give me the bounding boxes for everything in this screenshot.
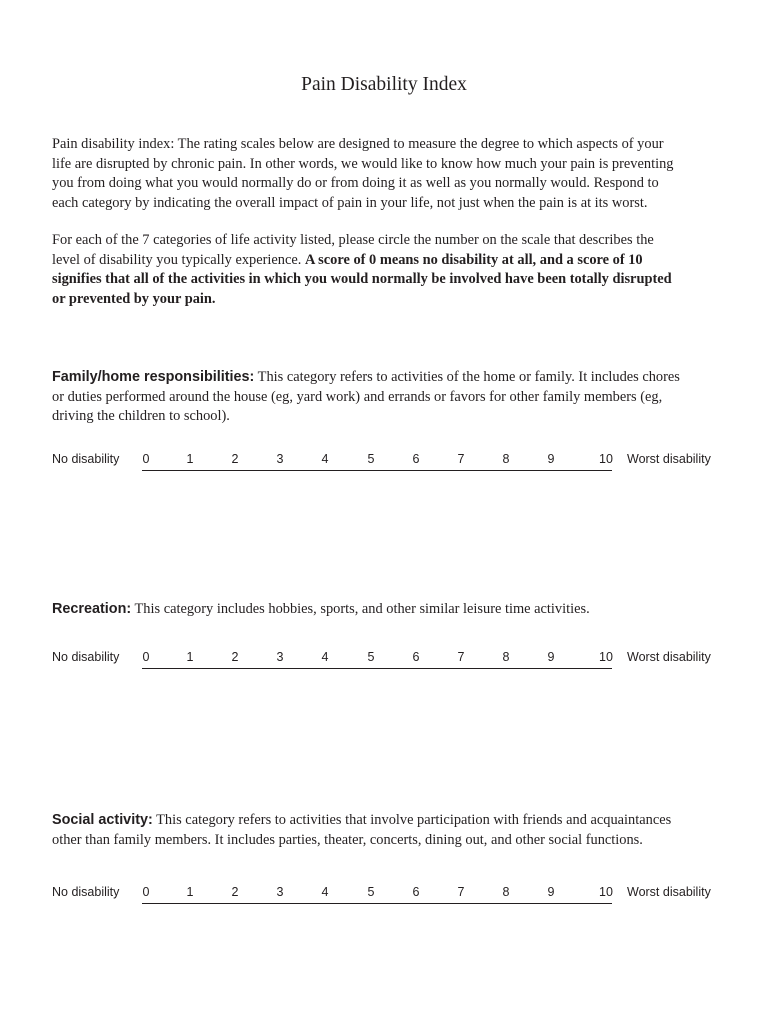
scale-option-6[interactable]: 6 bbox=[412, 885, 420, 899]
instructions-line bbox=[52, 251, 732, 271]
scale-option-10[interactable]: 10 bbox=[599, 885, 613, 899]
intro-line: you from doing what you would normally do or from doing it as well as you normally would. Respond to bbox=[52, 175, 659, 191]
intro-line: life are disrupted by chronic pain. In other words, we would like to know how much your pain is preventing bbox=[52, 155, 674, 172]
scale-option-0[interactable]: 0 bbox=[142, 885, 150, 899]
category-recreation bbox=[52, 600, 732, 620]
category-family-home bbox=[52, 368, 732, 427]
scale-option-2[interactable]: 2 bbox=[231, 452, 239, 466]
scale-option-9[interactable]: 9 bbox=[547, 452, 555, 466]
scale-option-4[interactable]: 4 bbox=[321, 452, 329, 466]
scale-option-9[interactable]: 9 bbox=[547, 885, 555, 899]
instructions-text: level of disability you typically experience. bbox=[52, 251, 305, 268]
scale-max-label: Worst disability bbox=[627, 452, 711, 466]
scale-option-1[interactable]: 1 bbox=[186, 885, 194, 899]
rating-scale-family-home bbox=[0, 451, 768, 477]
scale-option-7[interactable]: 7 bbox=[457, 885, 465, 899]
scoring-emphasis: signifies that all of the activities in which you would normally be involved have been totally disrupted bbox=[52, 271, 672, 287]
scale-option-5[interactable]: 5 bbox=[367, 650, 375, 664]
scale-max-label: Worst disability bbox=[627, 650, 711, 664]
scale-option-9[interactable]: 9 bbox=[547, 650, 555, 664]
scale-option-1[interactable]: 1 bbox=[186, 452, 194, 466]
scoring-emphasis: or prevented by your pain. bbox=[52, 290, 216, 307]
scale-option-4[interactable]: 4 bbox=[321, 885, 329, 899]
instructions-paragraph bbox=[52, 231, 732, 309]
scale-option-10[interactable]: 10 bbox=[599, 650, 613, 664]
scale-option-3[interactable]: 3 bbox=[276, 650, 284, 664]
scale-min-label: No disability bbox=[52, 885, 120, 899]
scale-option-7[interactable]: 7 bbox=[457, 650, 465, 664]
instructions-line: For each of the 7 categories of life activity listed, please circle the number on the scale that describes the bbox=[52, 232, 654, 248]
intro-line: Pain disability index: The rating scales below are designed to measure the degree to which aspects of your bbox=[52, 136, 664, 152]
intro-paragraph bbox=[52, 135, 732, 213]
scale-max-label: Worst disability bbox=[627, 885, 711, 899]
scale-option-3[interactable]: 3 bbox=[276, 885, 284, 899]
scale-min-label: No disability bbox=[52, 650, 120, 664]
scale-option-10[interactable]: 10 bbox=[599, 452, 613, 466]
category-social-activity bbox=[52, 811, 732, 850]
scale-option-3[interactable]: 3 bbox=[276, 452, 284, 466]
category-description: other than family members. It includes parties, theater, concerts, dining out, and other social functions. bbox=[52, 831, 643, 848]
scale-option-5[interactable]: 5 bbox=[367, 452, 375, 466]
scale-option-2[interactable]: 2 bbox=[231, 650, 239, 664]
scale-option-8[interactable]: 8 bbox=[502, 885, 510, 899]
scale-option-5[interactable]: 5 bbox=[367, 885, 375, 899]
scale-option-7[interactable]: 7 bbox=[457, 452, 465, 466]
scale-option-0[interactable]: 0 bbox=[142, 650, 150, 664]
instructions-line bbox=[52, 290, 732, 310]
rating-scale-social-activity bbox=[0, 884, 768, 910]
category-description: This category refers to activities of the home or family. It includes chores bbox=[254, 369, 680, 385]
category-description: This category refers to activities that involve participation with friends and acquaintances bbox=[152, 812, 672, 828]
scale-min-label: No disability bbox=[52, 452, 120, 466]
category-heading: Recreation: bbox=[52, 601, 132, 617]
scale-line bbox=[142, 470, 612, 471]
category-heading: Social activity: bbox=[52, 812, 153, 828]
instructions-line bbox=[52, 270, 732, 290]
scale-line bbox=[142, 903, 612, 904]
scale-option-8[interactable]: 8 bbox=[502, 452, 510, 466]
category-description: This category includes hobbies, sports, and other similar leisure time activities. bbox=[131, 601, 590, 617]
scale-option-6[interactable]: 6 bbox=[412, 650, 420, 664]
intro-line: each category by indicating the overall impact of pain in your life, not just when the pain is at its worst. bbox=[52, 194, 648, 211]
category-description: driving the children to school). bbox=[52, 408, 230, 424]
scoring-emphasis: A score of 0 means no disability at all, and a score of 10 bbox=[304, 251, 643, 268]
scale-line bbox=[142, 668, 612, 669]
scale-option-0[interactable]: 0 bbox=[142, 452, 150, 466]
page-title: Pain Disability Index bbox=[301, 74, 467, 95]
scale-option-8[interactable]: 8 bbox=[502, 650, 510, 664]
category-description: or duties performed around the house (eg, yard work) and errands or favors for other family members (eg, bbox=[52, 388, 663, 405]
scale-option-4[interactable]: 4 bbox=[321, 650, 329, 664]
rating-scale-recreation bbox=[0, 649, 768, 675]
scale-option-1[interactable]: 1 bbox=[186, 650, 194, 664]
scale-option-6[interactable]: 6 bbox=[412, 452, 420, 466]
category-heading: Family/home responsibilities: bbox=[52, 369, 255, 385]
scale-option-2[interactable]: 2 bbox=[231, 885, 239, 899]
